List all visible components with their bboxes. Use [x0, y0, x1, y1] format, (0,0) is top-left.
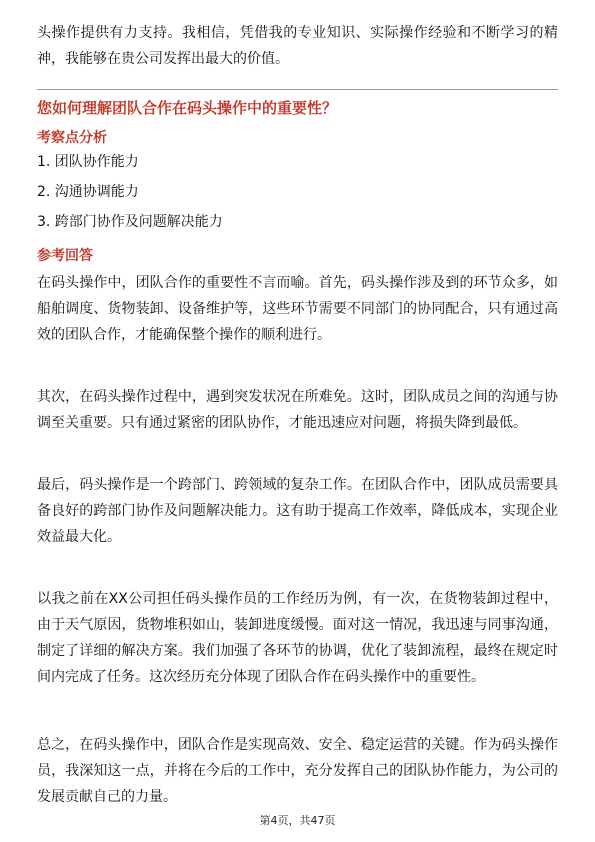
answer-paragraph-1	[37, 270, 558, 348]
answer-paragraph-4	[37, 586, 558, 690]
analysis-item: 3. 跨部门协作及问题解决能力	[37, 214, 223, 230]
answer-paragraph-3	[37, 472, 558, 550]
intro-block	[37, 20, 558, 72]
answer-paragraph: 其次，在码头操作过程中，遇到突发状况在所难免。这时，团队成员之间的沟通与协调至关重要。只有通过紧密的团队协作，才能迅速应对问题，将损失降到最低。	[37, 389, 558, 431]
answer-paragraph: 在码头操作中，团队合作的重要性不言而喻。首先，码头操作涉及到的环节众多，如船舶调度、货物装卸、设备维护等，这些环节需要不同部门的协同配合，只有通过高效的团队合作，才能确保整个操作的顺利进行。	[37, 275, 558, 343]
answer-paragraph: 总之，在码头操作中，团队合作是实现高效、安全、稳定运营的关键。作为码头操作员，我深知这一点，并将在今后的工作中，充分发挥自己的团队协作能力，为公司的发展贡献自己的力量。	[37, 737, 558, 805]
answer-heading: 参考回答	[37, 248, 93, 264]
analysis-item: 2. 沟通协调能力	[37, 184, 139, 200]
intro-paragraph: 头操作提供有力支持。我相信，凭借我的专业知识、实际操作经验和不断学习的精神，我能够在贵公司发挥出最大的价值。	[37, 25, 558, 67]
answer-paragraph-5	[37, 732, 558, 810]
analysis-item: 1. 团队协作能力	[37, 154, 139, 170]
answer-paragraph: 最后，码头操作是一个跨部门、跨领域的复杂工作。在团队合作中，团队成员需要具备良好的跨部门协作及问题解决能力。这有助于提高工作效率，降低成本，实现企业效益最大化。	[37, 477, 558, 545]
section-divider	[37, 89, 558, 90]
question-title: 您如何理解团队合作在码头操作中的重要性？	[37, 99, 338, 117]
answer-paragraph-2	[37, 384, 558, 436]
page-number-footer: 第4页，共47页	[259, 814, 336, 827]
analysis-heading: 考察点分析	[37, 130, 107, 146]
answer-paragraph: 以我之前在XX公司担任码头操作员的工作经历为例，有一次，在货物装卸过程中，由于天气原因，货物堆积如山，装卸进度缓慢。面对这一情况，我迅速与同事沟通，制定了详细的解决方案。我们加强了各环节的协调，优化了装卸流程，最终在规定时间内完成了任务。这次经历充分体现了团队合作在码头操作中的重要性。	[37, 591, 558, 685]
